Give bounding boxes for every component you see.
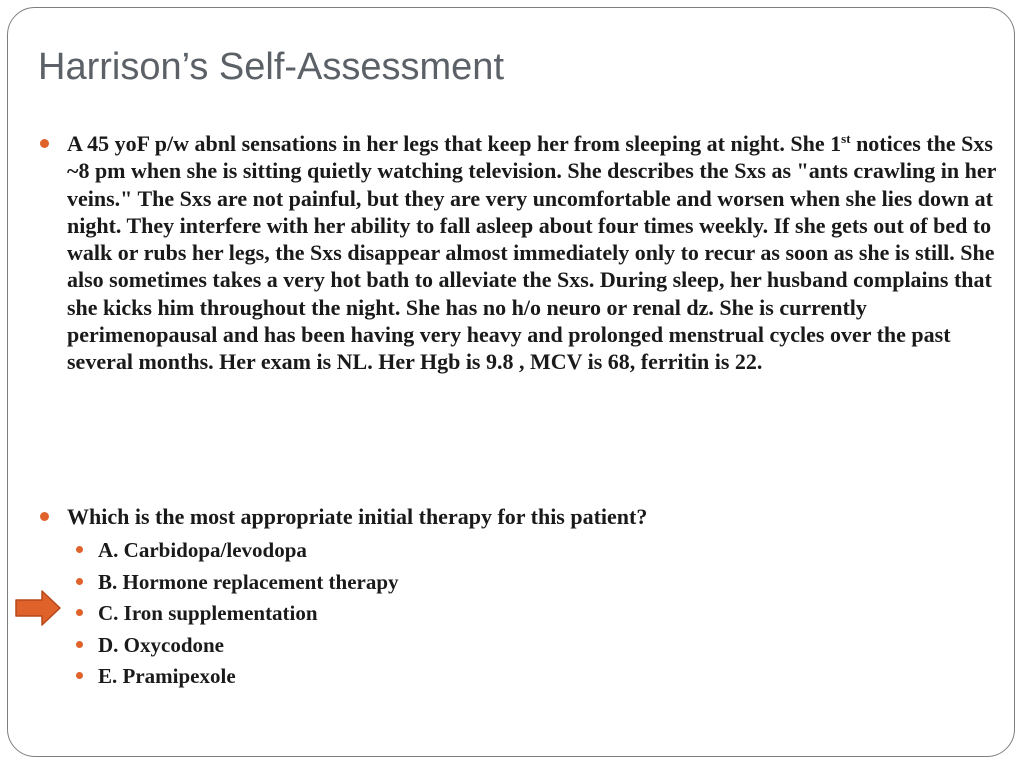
option-label: C. Iron supplementation [98,601,318,625]
case-superscript: st [841,131,851,146]
option-b [38,568,738,600]
option-a [38,536,738,568]
case-text-part-2: notices the Sxs ~8 pm when she is sitting quietly watching television. She describes the Sxs as "ants crawling in her veins." The Sxs are not painful, but they are very uncomfortable and worsen when she lies down at night. They interfere with her ability to fall asleep about four times weekly. If she gets out of bed to walk or rubs her legs, the Sxs disappear almost immediately only to recur as soon as she is still. She also sometimes takes a very hot bath to alleviate the Sxs. During sleep, her husband complains that she kicks him throughout the night. She has no h/o neuro or renal dz. She is currently perimenopausal and has been having very heavy and prolonged menstrual cycles over the past several months. Her exam is NL. Her Hgb is 9.8 , MCV is 68, ferritin is 22. [67,131,996,375]
option-e [38,662,738,694]
bullet-dot-icon [76,609,83,616]
bullet-dot-icon [76,546,83,553]
answer-options [38,536,738,694]
bullet-dot-icon [76,578,83,585]
bullet-list [38,130,998,529]
slide-title: Harrison’s Self-Assessment [38,46,505,88]
right-arrow-icon [15,590,61,626]
bullet-dot-icon [40,512,49,521]
option-c [38,599,738,631]
case-description [38,130,998,376]
bullet-dot-icon [40,139,49,148]
bullet-dot-icon [76,641,83,648]
question-text: Which is the most appropriate initial therapy for this patient? [67,504,648,529]
case-text-part-1: A 45 yoF p/w abnl sensations in her legs that keep her from sleeping at night. She 1 [67,131,842,156]
option-label: D. Oxycodone [98,632,224,657]
bullet-dot-icon [76,672,83,679]
option-d [38,631,738,663]
option-label: A. Carbidopa/levodopa [98,538,307,562]
option-label: B. Hormone replacement therapy [98,569,399,594]
question [38,503,1024,530]
option-label: E. Pramipexole [98,664,236,688]
